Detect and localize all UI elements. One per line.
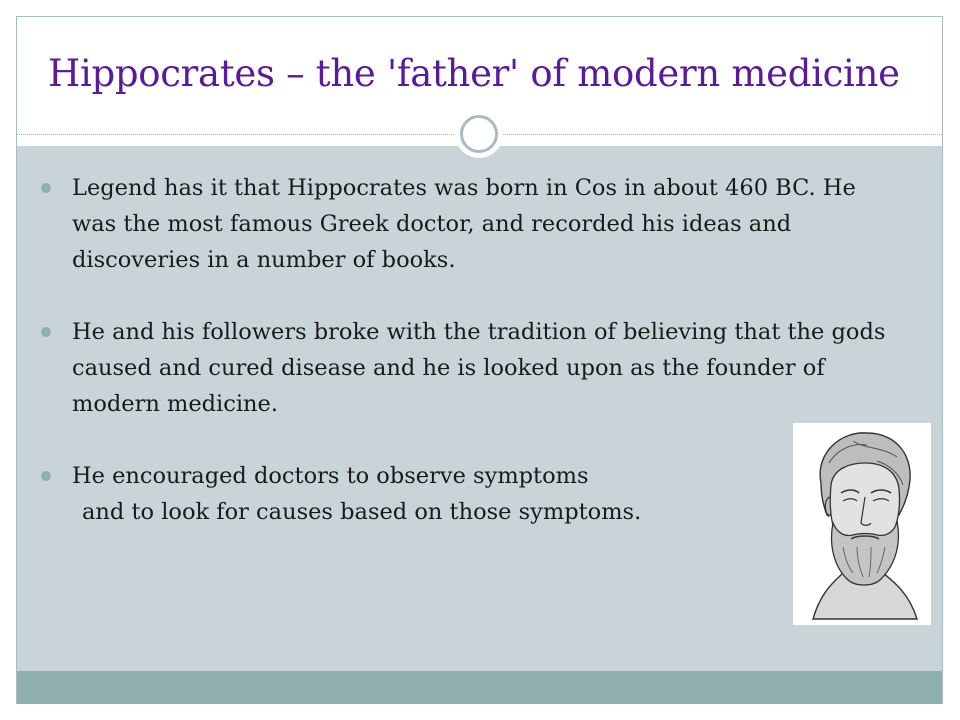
- bullet-item: [40, 458, 852, 530]
- bullet-text: He and his followers broke with the tradition of believing that the gods caused and cured disease and he is looked upon as the founder of modern medicine.: [72, 319, 886, 417]
- bullet-dot-icon: [41, 471, 51, 481]
- footer-band: [17, 671, 942, 704]
- bullet-dot-icon: [41, 327, 51, 337]
- slide-title: Hippocrates – the 'father' of modern medicine: [48, 52, 900, 95]
- divider-ring-inner: [460, 115, 498, 153]
- bullet-text: Legend has it that Hippocrates was born in Cos in about 460 BC. He was the most famous Greek doctor, and recorded his ideas and discoveries in a number of books.: [72, 175, 856, 273]
- bullet-item: [40, 314, 892, 422]
- bullet-continuation: and to look for causes based on those symptoms.: [82, 499, 642, 525]
- bullet-text: He encouraged doctors to observe symptoms: [72, 463, 589, 489]
- hippocrates-bust-image: [793, 423, 931, 625]
- bullet-item: [40, 170, 892, 278]
- bullet-list: [40, 170, 890, 530]
- bullet-dot-icon: [41, 183, 51, 193]
- hippocrates-bust-icon: [793, 423, 931, 625]
